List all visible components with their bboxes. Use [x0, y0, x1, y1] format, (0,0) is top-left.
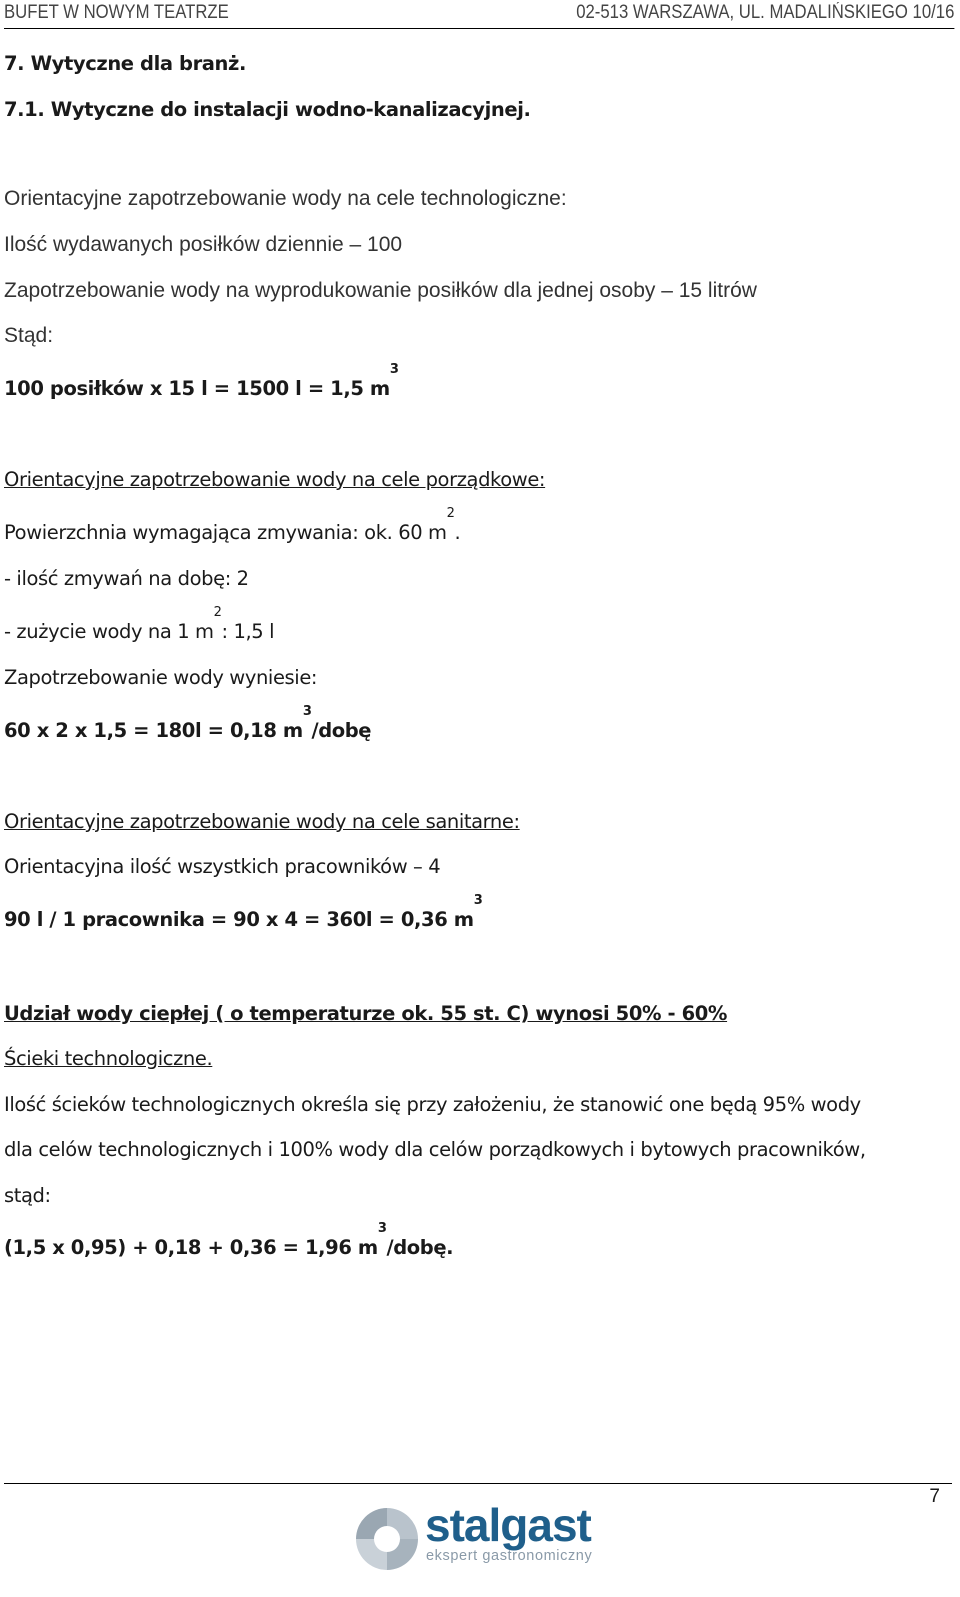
section-subtitle: 7.1. Wytyczne do instalacji wodno-kanalizacyjnej. [4, 98, 531, 121]
cleaning-area [4, 506, 461, 546]
cleaning-demand: Zapotrzebowanie wody wyniesie: [4, 666, 318, 689]
cleaning-formula [4, 704, 372, 744]
page-number: 7 [929, 1486, 940, 1507]
sanitary-heading: Orientacyjne zapotrzebowanie wody na cele sanitarne: [4, 810, 520, 833]
sanitary-formula [4, 893, 483, 933]
sewage-line-2: dla celów technologicznych i 100% wody dla celów porządkowych i bytowych pracowników, [4, 1138, 866, 1161]
sewage-formula-text: (1,5 x 0,95) + 0,18 + 0,36 = 1,96 m [4, 1236, 378, 1259]
header-left: BUFET W NOWYM TEATRZE [4, 2, 229, 23]
cleaning-area-tail: . [454, 521, 461, 544]
cleaning-washes: - ilość zmywań na dobę: 2 [4, 567, 249, 590]
sewage-formula-tail: /dobę. [386, 1236, 454, 1259]
cleaning-heading: Orientacyjne zapotrzebowanie wody na cele porządkowe: [4, 468, 546, 491]
sanitary-workers: Orientacyjna ilość wszystkich pracowników – 4 [4, 855, 441, 878]
cleaning-area-text: Powierzchnia wymagająca zmywania: ok. 60 m [4, 521, 447, 544]
page-header [4, 2, 954, 29]
cleaning-usage-sup: 2 [213, 605, 222, 620]
sewage-line-3: stąd: [4, 1184, 51, 1207]
cleaning-usage-tail: : 1,5 l [221, 620, 275, 643]
tech-formula [4, 362, 399, 402]
sanitary-formula-sup: 3 [473, 893, 483, 908]
sewage-line-1: Ilość ścieków technologicznych określa się przy założeniu, że stanowić one będą 95% wody [4, 1093, 861, 1116]
tech-per-person: Zapotrzebowanie wody na wyprodukowanie posiłków dla jednej osoby – 15 litrów [4, 279, 757, 302]
cleaning-formula-sup: 3 [302, 704, 312, 719]
sewage-formula-sup: 3 [377, 1221, 387, 1236]
logo-tagline: ekspert gastronomiczny [426, 1548, 593, 1564]
cleaning-formula-text: 60 x 2 x 1,5 = 180l = 0,18 m [4, 719, 303, 742]
sanitary-formula-text: 90 l / 1 pracownika = 90 x 4 = 360l = 0,36 m [4, 908, 474, 931]
footer-rule [4, 1483, 952, 1484]
cleaning-usage [4, 605, 275, 645]
tech-hence: Stąd: [4, 324, 54, 347]
sewage-formula [4, 1221, 454, 1261]
logo-word: stalgast [425, 1499, 591, 1551]
cleaning-area-sup: 2 [446, 506, 455, 521]
stalgast-logo [352, 1500, 597, 1592]
logo-mark-icon [352, 1504, 422, 1574]
tech-heading: Orientacyjne zapotrzebowanie wody na cele technologiczne: [4, 187, 567, 210]
section-title: 7. Wytyczne dla branż. [4, 52, 246, 75]
tech-formula-text: 100 posiłków x 15 l = 1500 l = 1,5 m [4, 377, 390, 400]
cleaning-usage-text: - zużycie wody na 1 m [4, 620, 214, 643]
cleaning-formula-tail: /dobę [311, 719, 372, 742]
hot-water-share: Udział wody ciepłej ( o temperaturze ok. 55 st. C) wynosi 50% - 60% [4, 1002, 728, 1025]
tech-formula-sup: 3 [389, 362, 399, 377]
tech-meals: Ilość wydawanych posiłków dziennie – 100 [4, 233, 403, 256]
sewage-heading: Ścieki technologiczne. [4, 1047, 213, 1070]
header-right: 02-513 WARSZAWA, UL. MADALIŃSKIEGO 10/16 [576, 2, 955, 23]
